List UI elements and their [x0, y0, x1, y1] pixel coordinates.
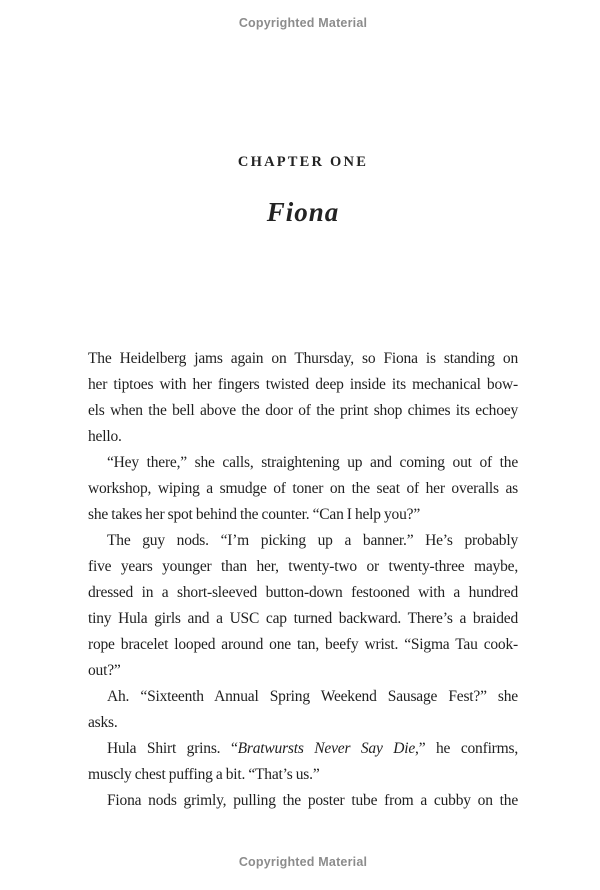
body-text — [88, 346, 518, 814]
copyright-watermark-bottom: Copyrighted Material — [238, 855, 368, 869]
text-line: The guy nods. “I’m picking up a banner.” He’s probably — [107, 532, 518, 549]
text-segment: ,” he confirms, — [415, 740, 518, 757]
italic-book-title: Bratwursts Never Say Die — [237, 740, 416, 757]
text-line: tiny Hula girls and a USC cap turned backward. There’s a braided — [88, 610, 518, 627]
text-line: five years younger than her, twenty-two or twenty-three maybe, — [88, 558, 518, 575]
text-line: muscly chest puffing a bit. “That’s us.” — [88, 766, 320, 783]
text-line: “Hey there,” she calls, straightening up and coming out of the — [107, 454, 518, 471]
text-line: her tiptoes with her fingers twisted deep inside its mechanical bow- — [88, 376, 518, 393]
text-line — [88, 736, 518, 762]
text-line: hello. — [88, 428, 122, 445]
text-line: rope bracelet looped around one tan, beefy wrist. “Sigma Tau cook- — [88, 636, 518, 653]
chapter-title: Fiona — [266, 197, 340, 227]
text-line: The Heidelberg jams again on Thursday, so Fiona is standing on — [88, 350, 518, 367]
text-line: workshop, wiping a smudge of toner on the seat of her overalls as — [88, 480, 518, 497]
text-line: dressed in a short-sleeved button-down festooned with a hundred — [88, 584, 518, 601]
text-line: asks. — [88, 714, 118, 731]
text-segment: Hula Shirt grins. “ — [107, 740, 238, 757]
text-line: els when the bell above the door of the print shop chimes its echoey — [88, 402, 518, 419]
text-line: Ah. “Sixteenth Annual Spring Weekend Sausage Fest?” she — [107, 688, 518, 705]
text-line: she takes her spot behind the counter. “Can I help you?” — [88, 506, 421, 523]
text-line: Fiona nods grimly, pulling the poster tube from a cubby on the — [107, 792, 518, 809]
text-line: out?” — [88, 662, 121, 679]
copyright-watermark-top: Copyrighted Material — [238, 16, 368, 30]
chapter-label: CHAPTER ONE — [237, 154, 369, 170]
